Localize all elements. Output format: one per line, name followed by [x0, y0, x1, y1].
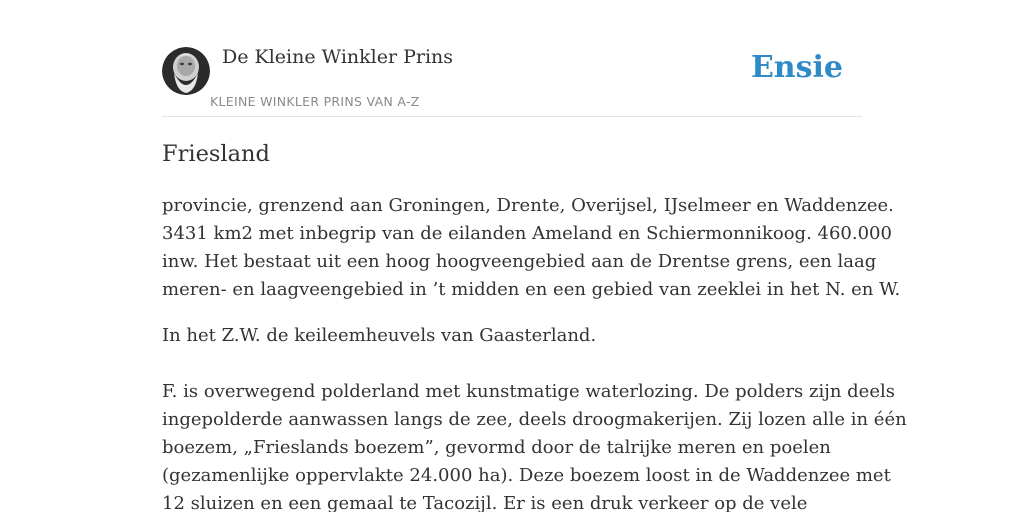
- article-paragraph-2: In het Z.W. de keileemheuvels van Gaasterland.: [162, 325, 597, 346]
- source-subtitle[interactable]: KLEINE WINKLER PRINS VAN A-Z: [210, 94, 420, 109]
- article-content: [162, 138, 907, 512]
- paragraph-line: meren- en laagveengebied in ’t midden en een gebied van zeeklei in het N. en W.: [162, 279, 901, 300]
- paragraph-line: provincie, grenzend aan Groningen, Drente, Overijsel, IJselmeer en Waddenzee.: [162, 195, 894, 216]
- article-title: Friesland: [162, 141, 270, 167]
- ensie-logo[interactable]: Ensie: [750, 50, 843, 85]
- paragraph-line: inw. Het bestaat uit een hoog hoogveengebied aan de Drentse grens, een laag: [162, 251, 877, 272]
- article-paragraph-3: [162, 378, 907, 512]
- source-name[interactable]: De Kleine Winkler Prins: [222, 46, 454, 68]
- article-paragraph-1: [162, 192, 901, 304]
- paragraph-line: boezem, „Frieslands boezem”, gevormd door de talrijke meren en poelen: [162, 437, 831, 458]
- avatar[interactable]: [162, 47, 210, 95]
- source-header: [162, 44, 862, 117]
- paragraph-line: 3431 km2 met inbegrip van de eilanden Ameland en Schiermonnikoog. 460.000: [162, 223, 892, 244]
- paragraph-line: (gezamenlijke oppervlakte 24.000 ha). Deze boezem loost in de Waddenzee met: [162, 465, 891, 486]
- paragraph-line: F. is overwegend polderland met kunstmatige waterlozing. De polders zijn deels: [162, 381, 895, 402]
- paragraph-line: 12 sluizen en een gemaal te Tacozijl. Er is een druk verkeer op de vele: [162, 493, 808, 512]
- paragraph-line: ingepolderde aanwassen langs de zee, deels droogmakerijen. Zij lozen alle in één: [162, 409, 907, 430]
